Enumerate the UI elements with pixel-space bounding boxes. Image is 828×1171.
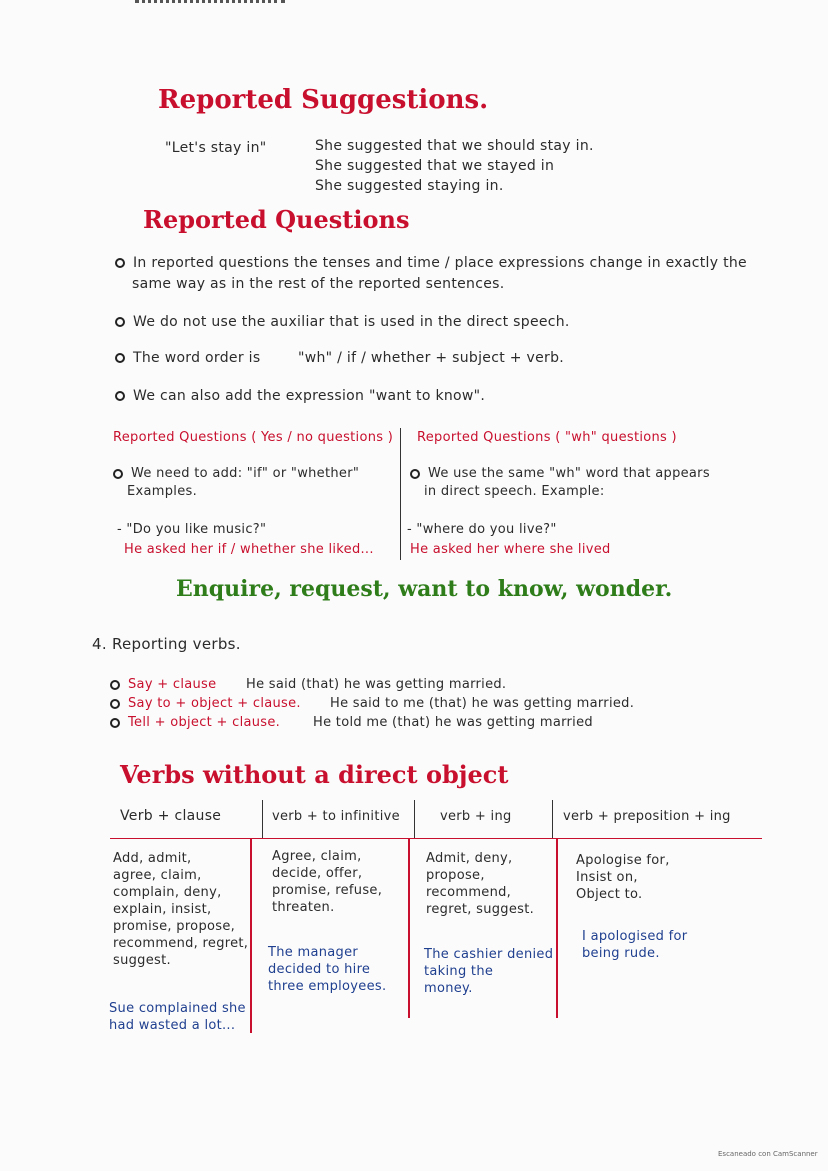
col2-example: The manager decided to hire three employees. [268,945,387,994]
header-verb-ing: verb + ing [440,809,512,824]
top-edge-mark [135,0,285,7]
questions-bullet-4: We can also add the expression "want to know". [115,388,485,404]
reporting-pattern-1: Say + clause [110,677,216,692]
column-divider-3 [556,838,558,1018]
suggestion-result-1: She suggested that we should stay in. [315,138,594,154]
header-verb-preposition-ing: verb + preposition + ing [563,809,731,824]
table-header-rule [110,838,762,839]
yes-no-heading: Reported Questions ( Yes / no questions ) [113,430,394,445]
yes-no-result: He asked her if / whether she liked... [124,542,374,557]
yes-no-examples-label: Examples. [127,484,198,499]
column-divider-2 [408,838,410,1018]
question-columns-divider [400,428,401,560]
reporting-pattern-3: Tell + object + clause. [110,715,280,730]
wh-heading: Reported Questions ( "wh" questions ) [417,430,677,445]
questions-bullet-1: In reported questions the tenses and time / place expressions change in exactly the [115,255,747,271]
yes-no-note: We need to add: "if" or "whether" [113,466,359,481]
reporting-verbs-title: 4. Reporting verbs. [92,635,241,653]
col2-verbs: Agree, claim, decide, offer, promise, refuse, threaten. [272,849,383,915]
questions-title: Reported Questions [143,205,410,234]
header-divider-2 [414,800,415,838]
wh-note-cont: in direct speech. Example: [424,484,605,499]
header-divider-1 [262,800,263,838]
reporting-pattern-2: Say to + object + clause. [110,696,301,711]
questions-bullet-1-cont: same way as in the rest of the reported sentences. [132,276,505,292]
wh-example: - "where do you live?" [407,522,557,537]
suggestions-title: Reported Suggestions. [158,85,489,115]
col4-verbs: Apologise for, Insist on, Object to. [576,853,670,902]
suggestion-result-2: She suggested that we stayed in [315,158,555,174]
reporting-example-1: He said (that) he was getting married. [246,677,507,692]
header-verb-clause: Verb + clause [120,808,222,824]
verbs-highlight-line: Enquire, request, want to know, wonder. [176,576,673,602]
col3-example: The cashier denied taking the money. [424,947,554,996]
col1-example: Sue complained she had wasted a lot... [109,1001,246,1033]
reporting-example-2: He said to me (that) he was getting married. [330,696,635,711]
col4-example: I apologised for being rude. [582,929,688,961]
word-order-formula: "wh" / if / whether + subject + verb. [298,350,565,366]
questions-bullet-2: We do not use the auxiliar that is used in the direct speech. [115,314,570,330]
column-divider-1 [250,838,252,1033]
col1-verbs: Add, admit, agree, claim, complain, deny, explain, insist, promise, propose, recommend, regret, suggest. [113,851,249,968]
scanner-watermark: Escaneado con CamScanner [718,1150,818,1158]
yes-no-example: - "Do you like music?" [117,522,267,537]
wh-result: He asked her where she lived [410,542,611,557]
header-verb-infinitive: verb + to infinitive [272,809,400,824]
reporting-example-3: He told me (that) he was getting married [313,715,593,730]
header-divider-3 [552,800,553,838]
verbs-table-title: Verbs without a direct object [120,760,509,789]
suggestion-result-3: She suggested staying in. [315,178,504,194]
col3-verbs: Admit, deny, propose, recommend, regret, suggest. [426,851,535,917]
suggestions-example: "Let's stay in" [165,140,267,156]
questions-bullet-3: The word order is [115,350,260,366]
wh-note: We use the same "wh" word that appears [410,466,710,481]
